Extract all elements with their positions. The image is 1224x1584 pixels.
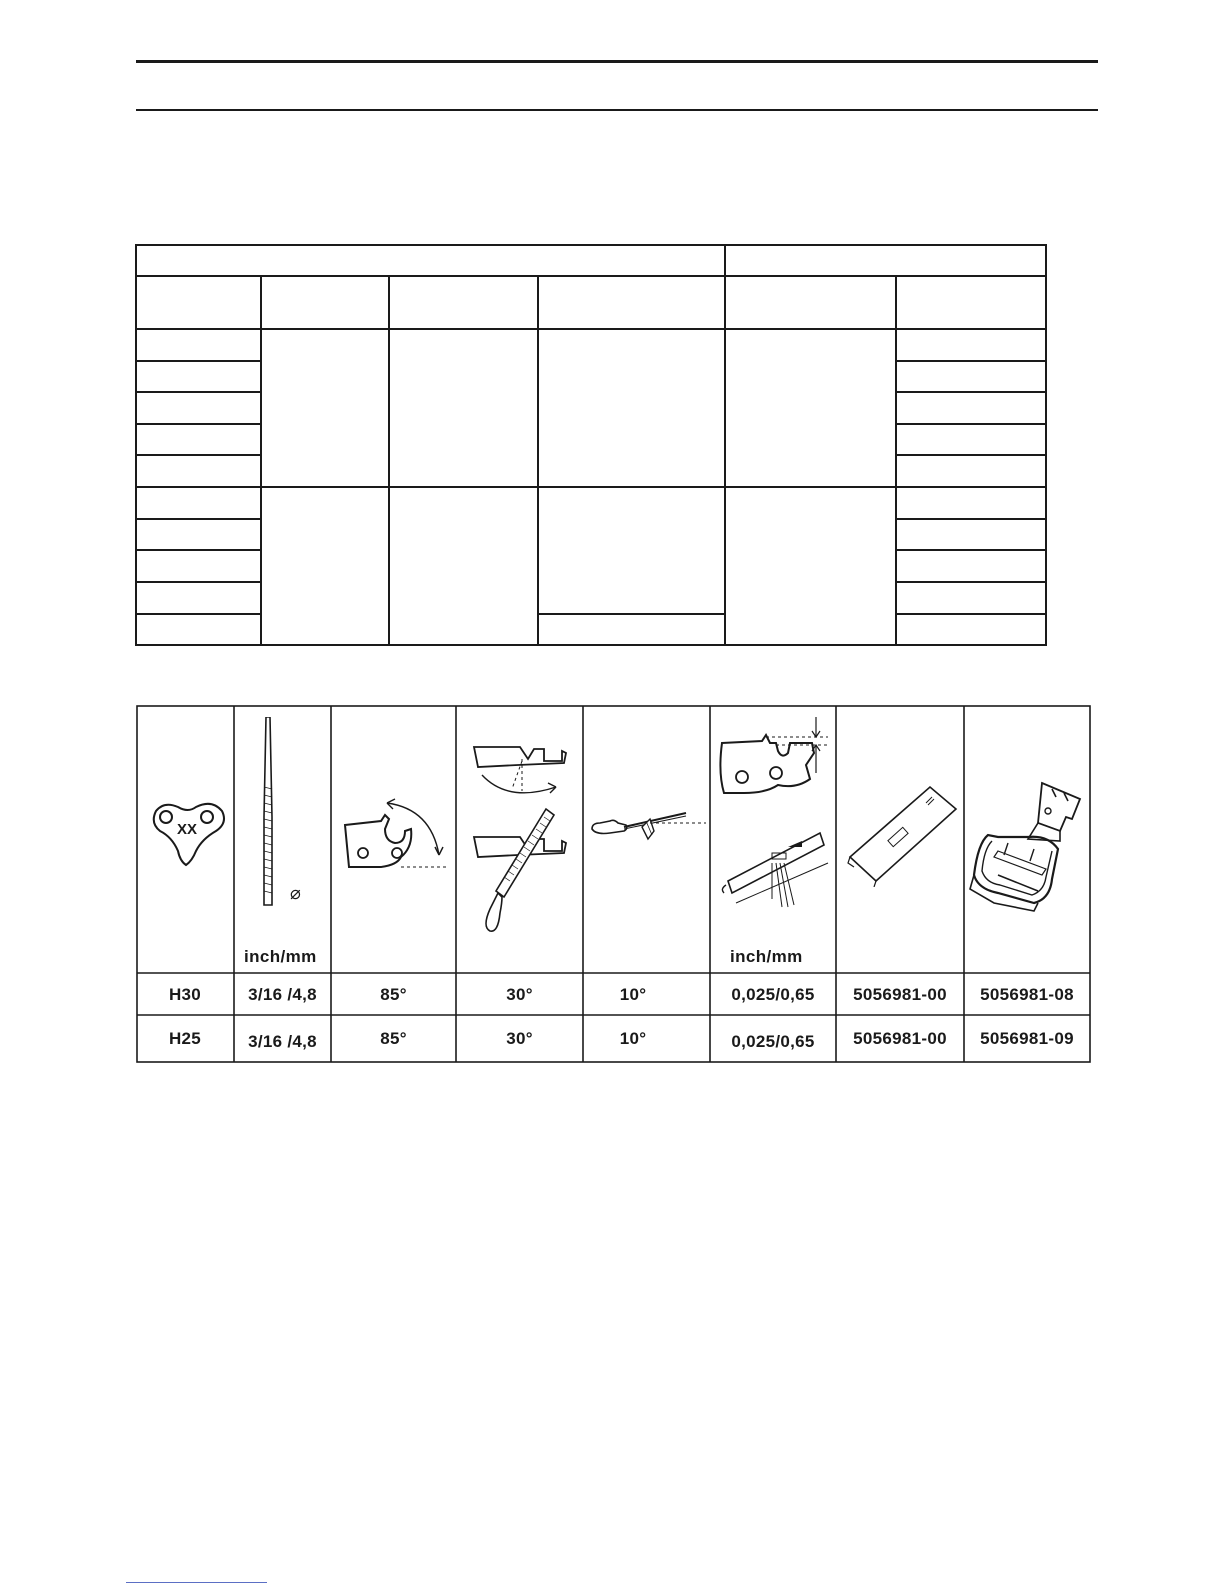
cutter-top-plate-icon (341, 795, 451, 884)
row-2-filing-angle: 30° (506, 1029, 533, 1048)
row-1-top-plate-angle: 85° (380, 984, 407, 1004)
footer-link-underline[interactable] (126, 1582, 267, 1583)
row-2-depth-gauge: 0,025/0,65 (731, 1032, 815, 1051)
filing-angle-icon (468, 741, 568, 942)
svg-text:XX: XX (176, 821, 198, 838)
row-2-top-plate-angle: 85° (380, 1029, 407, 1048)
row-2-file-diameter: 3/16 /4,8 (248, 1032, 317, 1051)
file-diameter-unit-label: inch/mm (244, 947, 317, 966)
row-2-tilt-angle: 10° (619, 1029, 647, 1048)
row-1-chain: H30 (168, 984, 202, 1004)
combination-table-grid (135, 244, 1047, 646)
depth-gauge-icon (716, 713, 832, 918)
row-1-file-diameter: 3/16 /4,8 (248, 984, 317, 1004)
row-2-depth-gauge-tool: 5056981-00 (853, 1029, 947, 1048)
depth-gauge-unit-label: inch/mm (730, 947, 803, 966)
round-file-icon (258, 717, 328, 914)
drive-link-icon (150, 801, 226, 872)
row-1-filing-angle: 30° (506, 984, 533, 1004)
svg-text:⌀: ⌀ (290, 883, 301, 904)
row-1-tilt-angle: 10° (619, 984, 647, 1004)
depth-gauge-tool-icon (846, 783, 958, 892)
row-2-file-gauge: 5056981-09 (980, 1029, 1074, 1048)
row-2-chain: H25 (168, 1029, 202, 1048)
file-guide-icon (968, 779, 1090, 924)
header-rule-bottom (136, 109, 1098, 111)
file-holder-icon (590, 805, 708, 870)
header-rule-top (136, 60, 1098, 63)
bar-chain-combination-table (135, 244, 1047, 646)
row-1-file-gauge: 5056981-08 (980, 984, 1074, 1004)
row-1-depth-gauge-tool: 5056981-00 (853, 984, 947, 1004)
sharpening-spec-table (136, 705, 1091, 1063)
row-1-depth-gauge: 0,025/0,65 (731, 984, 815, 1004)
